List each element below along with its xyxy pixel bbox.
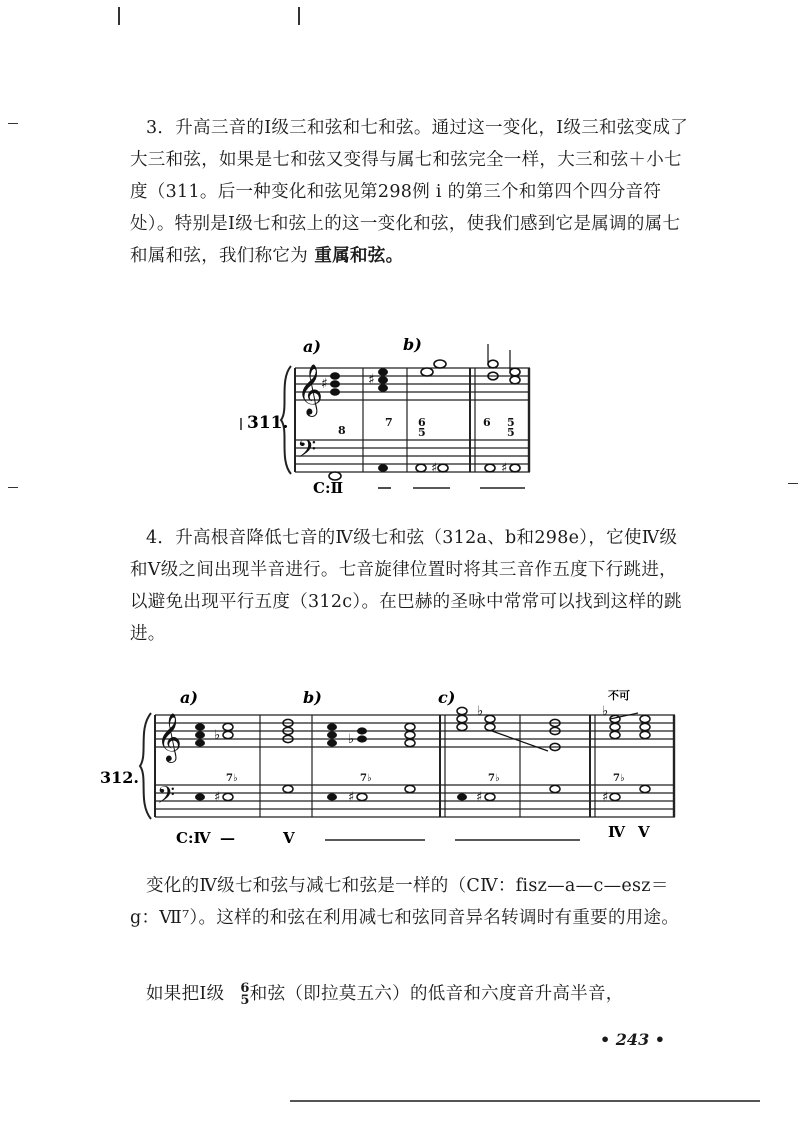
bottom-rule — [290, 1100, 760, 1102]
roman-iv-312: Ⅳ — [608, 823, 626, 841]
key-label: C:Ⅱ — [313, 479, 344, 497]
treble-chords-312 — [195, 704, 650, 751]
fraction-bottom: 5 — [240, 992, 250, 1008]
margin-mark-2 — [8, 487, 18, 488]
paragraph-final-before: 如果把Ⅰ级 — [146, 984, 225, 1004]
example-number-312: 312. — [100, 768, 139, 787]
bass-clef-icon-312: 𝄢 — [157, 781, 176, 814]
paragraph-final — [130, 978, 690, 1010]
figure-7b-3: 7♭ — [488, 773, 500, 784]
label-b: b) — [403, 335, 422, 354]
svg-text:♭: ♭ — [214, 728, 221, 743]
figure-3: 6 — [418, 416, 426, 429]
section-3-text: 3．升高三音的Ⅰ级三和弦和七和弦。通过这一变化，Ⅰ级三和弦变成了大三和弦，如果是七和弦又变得与属七和弦完全一样，大三和弦＋小七度（311。后一种变化和弦见第298例 i 的第三个和第四个四分音符处）。特别是Ⅰ级七和弦上的这一变化和弦，使我们感到它是属调的属七和属和弦，我们称它为 — [130, 118, 689, 266]
svg-text:♯: ♯ — [214, 790, 221, 805]
svg-text:♯: ♯ — [431, 461, 438, 476]
label-b-312: b) — [303, 688, 322, 707]
margin-mark-5 — [298, 7, 300, 25]
margin-mark-4 — [118, 7, 120, 25]
treble-clef-icon: 𝄞 — [297, 364, 324, 415]
svg-text:♯: ♯ — [321, 376, 328, 392]
figure-7: 5 — [507, 426, 515, 439]
figure-5: 6 — [483, 416, 491, 429]
label-c-312: c) — [438, 688, 456, 707]
margin-mark-1 — [8, 123, 18, 124]
svg-text:♭: ♭ — [602, 704, 609, 719]
bass-notes-312 — [195, 785, 650, 805]
label-a-312: a) — [180, 688, 198, 707]
bass-clef-icon: 𝄢 — [297, 435, 317, 470]
dash-312: — — [220, 829, 235, 847]
roman-v-312: Ⅴ — [283, 829, 295, 847]
svg-text:♯: ♯ — [501, 461, 508, 476]
fraction-top: 6 — [240, 980, 250, 996]
svg-text:♯: ♯ — [602, 790, 609, 805]
svg-text:♯: ♯ — [476, 790, 483, 805]
figure-6: 5 — [507, 416, 515, 429]
music-example-311 — [235, 330, 545, 500]
figure-1: 8 — [338, 424, 346, 437]
margin-mark-3 — [788, 483, 798, 484]
figure-4: 5 — [418, 426, 426, 439]
figure-7b-2: 7♭ — [360, 773, 372, 784]
figure-2: 7 — [385, 416, 393, 429]
not-allowed-label: 不可 — [608, 689, 630, 702]
svg-text:♭: ♭ — [477, 704, 484, 719]
key-label-312: C:Ⅳ — [176, 829, 211, 847]
music-example-312 — [100, 685, 690, 855]
paragraph-section-3 — [130, 112, 690, 272]
svg-text:♯: ♯ — [348, 790, 355, 805]
figure-fraction — [224, 980, 250, 1008]
treble-clef-icon-312: 𝄞 — [157, 712, 182, 761]
example-number: 311. — [247, 413, 289, 433]
label-a: a) — [303, 337, 321, 356]
paragraph-final-after: 和弦（即拉莫五六）的低音和六度音升高半音， — [249, 984, 624, 1004]
paragraph-section-4: 4．升高根音降低七音的Ⅳ级七和弦（312a、b和298e），它使Ⅳ级和Ⅴ级之间出现半音进行。七音旋律位置时将其三音作五度下行跳进，以避免出现平行五度（312c）。在巴赫的圣咏中常常可以找到这样的跳进。 — [130, 528, 682, 644]
figure-7b-4: 7♭ — [613, 773, 625, 784]
svg-text:♭: ♭ — [348, 732, 355, 747]
svg-text:♯: ♯ — [368, 372, 375, 388]
roman-v2-312: Ⅴ — [638, 823, 650, 841]
page-number: • 243 • — [600, 1030, 665, 1049]
section-3-term: 重属和弦。 — [308, 246, 404, 266]
paragraph-enharmonic: 变化的Ⅳ级七和弦与减七和弦是一样的（CⅣ：fisz—a—c—esz＝g：Ⅶ⁷）。这样的和弦在利用减七和弦同音异名转调时有重要的用途。 — [130, 876, 680, 928]
figure-7b-1: 7♭ — [226, 773, 238, 784]
